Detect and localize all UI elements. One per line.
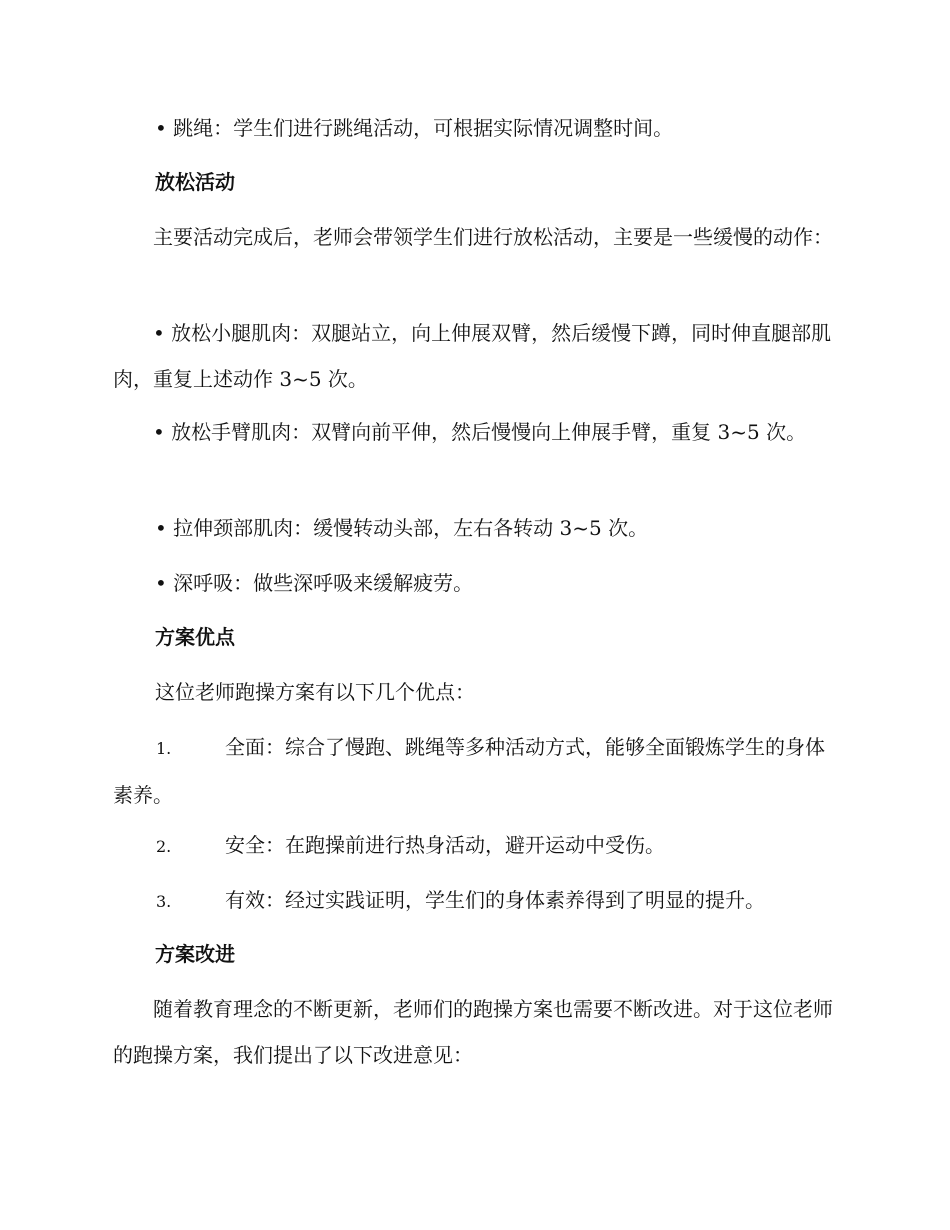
numbered-item-comprehensive	[113, 724, 835, 818]
bullet-relax-arm: • 放松手臂肌肉：双臂向前平伸，然后慢慢向上伸展手臂，重复 3~5 次。	[153, 420, 807, 444]
bullet-deep-breath: • 深呼吸：做些深呼吸来缓解疲劳。	[155, 571, 474, 595]
list-item-text: 全面：综合了慢跑、跳绳等多种活动方式，能够全面锻炼学生的身体素养。	[113, 735, 825, 807]
list-item-text: 有效：经过实践证明，学生们的身体素养得到了明显的提升。	[225, 888, 765, 912]
heading-relax-activities: 放松活动	[155, 170, 235, 194]
list-number: 3.	[156, 892, 172, 911]
numbered-item-effective	[113, 885, 765, 917]
list-number: 1.	[156, 739, 172, 758]
bullet-stretch-neck: • 拉伸颈部肌肉：缓慢转动头部，左右各转动 3~5 次。	[155, 516, 649, 540]
list-number: 2.	[156, 837, 172, 856]
bullet-relax-calf: • 放松小腿肌肉：双腿站立，向上伸展双臂，然后缓慢下蹲，同时伸直腿部肌肉，重复上述动作 3~5 次。	[113, 321, 832, 391]
paragraph-advantages-intro: 这位老师跑操方案有以下几个优点：	[155, 680, 475, 704]
list-item-text: 安全：在跑操前进行热身活动，避开运动中受伤。	[225, 833, 665, 857]
heading-plan-advantages: 方案优点	[155, 625, 235, 649]
paragraph-improvement-intro: 随着教育理念的不断更新，老师们的跑操方案也需要不断改进。对于这位老师的跑操方案，我们提出了以下改进意见：	[113, 997, 833, 1067]
bullet-jump-rope: • 跳绳：学生们进行跳绳活动，可根据实际情况调整时间。	[155, 116, 674, 140]
numbered-item-safety	[113, 830, 665, 862]
paragraph-relax-intro: 主要活动完成后，老师会带领学生们进行放松活动，主要是一些缓慢的动作：	[153, 225, 833, 249]
heading-plan-improvement: 方案改进	[155, 942, 235, 966]
